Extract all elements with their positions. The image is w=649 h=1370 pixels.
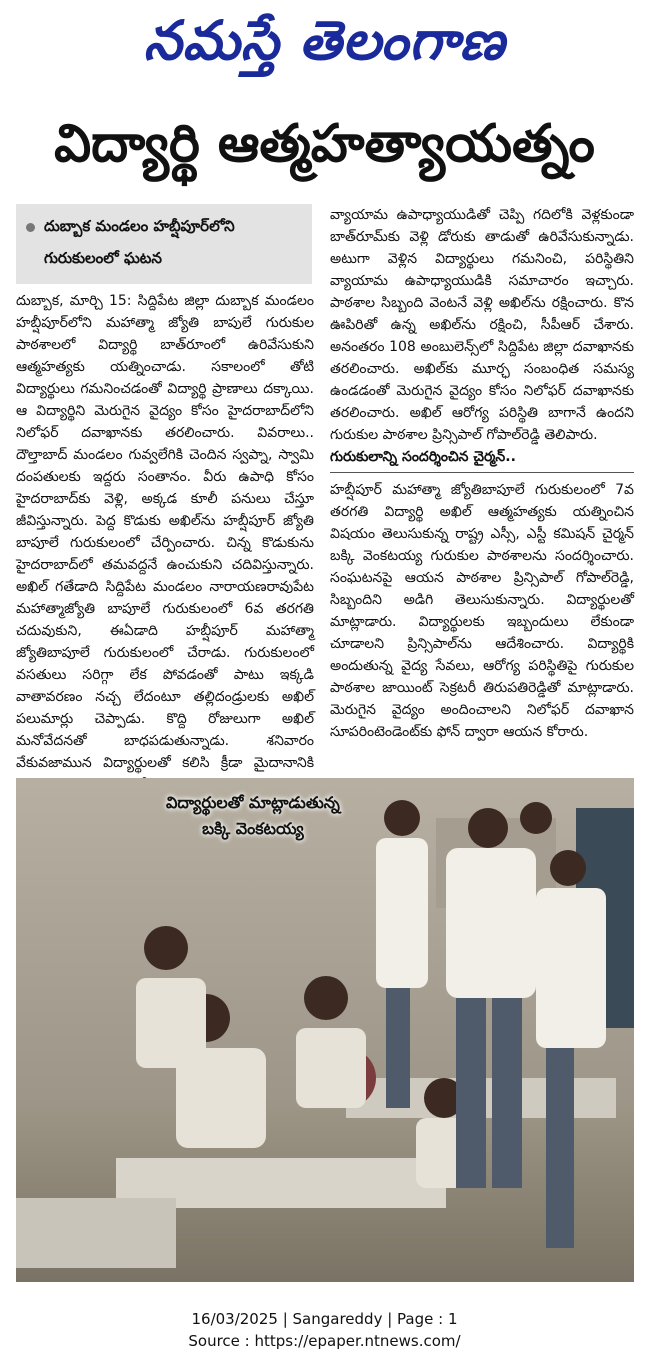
bullet-icon	[26, 223, 35, 232]
article-body-right-column	[330, 204, 634, 743]
divider	[330, 472, 634, 473]
article-paragraph: వ్యాయామ ఉపాధ్యాయుడితో చెప్పి గదిలోకి వెళ్లకుండా బాత్‌రూమ్‌కు వెళ్లి డోరుకు తాడుతో ఉరివేసుకున్నాడు. అటుగా వెళ్లిన విద్యార్థులు గమనించి, పరిస్థితిని వ్యాయామ ఉపాధ్యాయుడికి సమాచారం ఇచ్చారు. పాఠశాల సిబ్బంది వెంటనే వెళ్లి అఖిల్‌ను రక్షించారు. కొన ఊపిరితో ఉన్న అఖిల్‌ను రక్షించి, సీపీఆర్ చేశారు. అనంతరం 108 అంబులెన్స్‌లో సిద్దిపేట జిల్లా దవాఖానకు తరలించారు. అఖిల్‌కు మూర్ఛ సంబంధిత సమస్య ఉండడంతో మెరుగైన వైద్యం కోసం నిలోఫర్ దవాఖానకు తరలించారు. అఖిల్ ఆరోగ్య పరిస్థితి బాగానే ఉందని గురుకుల పాఠశాల ప్రిన్సిపాల్ గోపాల్‌రెడ్డి తెలిపారు.	[330, 207, 634, 443]
article-photo	[16, 778, 634, 1282]
article-subhead-box	[16, 204, 312, 284]
page-footer	[0, 1308, 649, 1352]
edition-info: 16/03/2025 | Sangareddy | Page : 1	[191, 1310, 458, 1328]
photo-caption-line: బక్కి వెంకటయ్య	[202, 819, 304, 838]
article-subheading: గురుకులాన్ని సందర్శించిన చైర్మన్..	[330, 449, 516, 465]
article-headline: విద్యార్థి ఆత్మహత్యాయత్నం	[54, 113, 595, 174]
article-body-left-column	[16, 290, 314, 796]
newspaper-logo: నమస్తే తెలంగాణ	[143, 8, 506, 72]
classroom-photo-illustration	[16, 778, 634, 1282]
masthead	[0, 6, 649, 88]
article-paragraph: దుబ్బాక, మార్చి 15: సిద్దిపేట జిల్లా దుబ్బాక మండలం హబ్షీపూర్‌లోని మహాత్మా జ్యోతి బాపులే గురుకుల పాఠశాలలో విద్యార్థి బాత్‌రూంలో ఉరివేసుకుని ఆత్మహత్యకు యత్నించాడు. సకాలంలో తోటి విద్యార్థులు గమనించడంతో విద్యార్థి ప్రాణాలు దక్కాయి. ఆ విద్యార్థిని మెరుగైన వైద్యం కోసం హైదరాబాద్‌లోని నిలోఫర్ దవాఖానకు తరలించారు. వివరాలు.. దౌల్తాబాద్ మండలం గువ్వలేగికి చెందిన స్వప్నా, స్వామి దంపతులకు ఇద్దరు సంతానం. వీరు ఉపాధి కోసం హైదరాబాద్‌కు వెళ్లి, అక్కడ కూలీ పనులు చేస్తూ జీవిస్తున్నారు. పెద్ద కొడుకు అఖిల్‌ను హబ్షీపూర్ జ్యోతి బాపూలే గురుకులంలో చేర్పించారు. చిన్న కొడుకును హైదరాబాద్‌లో తమవద్దనే ఉంచుకుని చదివిస్తున్నారు. అఖిల్ గతేడాది సిద్దిపేట మండలం నారాయణరావుపేట మహాత్మాజ్యోతి బాపూలే గురుకులంలో 6వ తరగతి చదువుకుని, ఈఏడాది హబ్షీపూర్ మహాత్మా జ్యోతిబాపూలే గురుకులంలో చేరాడు. గురుకులంలో వసతులు సరిగ్గా లేక పోవడంతో పాటు ఇక్కడి వాతావరణం నచ్చ లేదంటూ తల్లిదండ్రులకు అఖిల్ పలుమార్లు చెప్పాడు. కొద్ది రోజులుగా అఖిల్ మనోవేదనతో బాధపడుతున్నాడు. శనివారం వేకువజామున విద్యార్థులతో కలిసి క్రీడా మైదానానికి	[16, 293, 314, 771]
photo-caption	[166, 790, 340, 842]
source-link: Source : https://epaper.ntnews.com/	[188, 1332, 461, 1350]
article-subhead: దుబ్బాక మండలం హబ్షీపూర్‌లోని గురుకులంలో ఘటన	[44, 217, 235, 267]
article-paragraph: హబ్షీపూర్ మహాత్మా జ్యోతిబాపూలే గురుకులంలో 7వ తరగతి విద్యార్థి అఖిల్ ఆత్మహత్యకు యత్నించిన విషయం తెలుసుకున్న రాష్ట్ర ఎస్సీ, ఎస్టీ కమిషన్ చైర్మన్ బక్కి వెంకటయ్య గురుకుల పాఠశాలను సందర్శించారు. సంఘటనపై ఆయన పాఠశాల ప్రిన్సిపాల్ గోపాల్‌రెడ్డి, సిబ్బందిని అడిగి తెలుసుకున్నారు. విద్యార్థులతో మాట్లాడారు. విద్యార్థులకు ఇబ్బందులు లేకుండా చూడాలని ప్రిన్సిపాల్‌ను ఆదేశించారు. విద్యార్థికి అందుతున్న వైద్య సేవలు, ఆరోగ్య పరిస్థితిపై గురుకుల పాఠశాల జాయింట్ సెక్రటరీ తిరుపతిరెడ్డితో మాట్లాడారు. మెరుగైన వైద్యం అందించాలని నిలోఫర్ దవాఖాన సూపరింటెండెంట్‌కు ఫోన్ ద్వారా ఆయన కోరారు.	[330, 482, 634, 740]
photo-caption-line: విద్యార్థులతో మాట్లాడుతున్న	[166, 793, 340, 812]
